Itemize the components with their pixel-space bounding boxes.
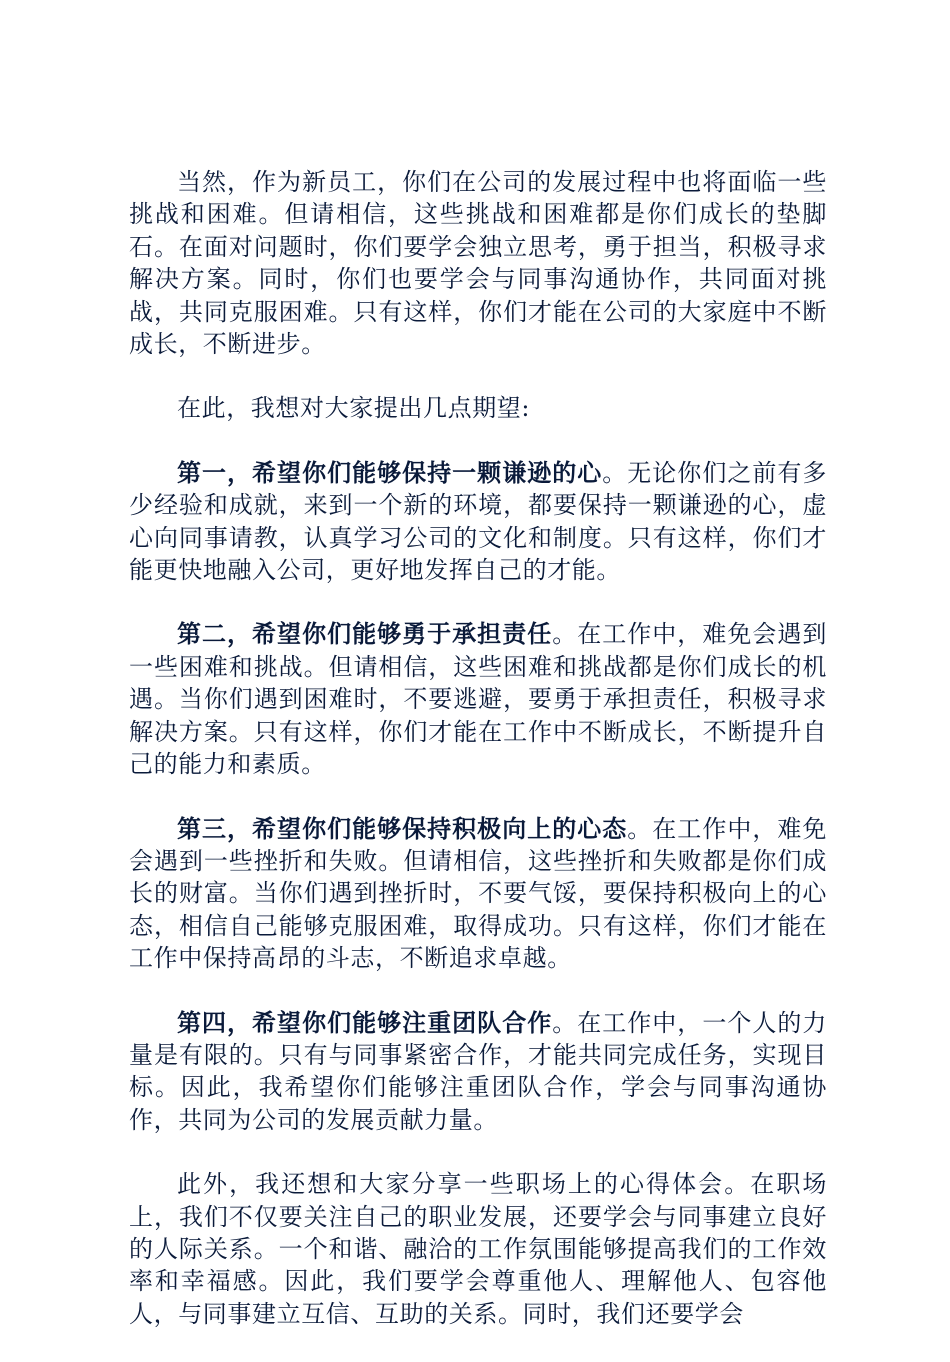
paragraph-lead: 第四，希望你们能够注重团队合作 xyxy=(177,1007,553,1037)
paragraph-text: 当然，作为新员工，你们在公司的发展过程中也将面临一些挑战和困难。但请相信，这些挑战和困难都是你们成长的垫脚石。在面对问题时，你们要学会独立思考，勇于担当，积极寻求解决方案。同时，你们也要学会与同事沟通协作，共同面对挑战，共同克服困难。只有这样，你们才能在公司的大家庭中不断成长，不断进步。 xyxy=(129,168,827,359)
paragraph-workplace-insights xyxy=(129,1168,827,1330)
paragraph-expectation-3 xyxy=(129,813,827,975)
paragraph-challenges xyxy=(129,166,827,360)
document-page xyxy=(129,166,827,1362)
paragraph-expectation-4 xyxy=(129,1007,827,1137)
paragraph-text: 在此，我想对大家提出几点期望: xyxy=(177,394,531,423)
paragraph-text: 。在工作中，难免会遇到一些困难和挑战。但请相信，这些困难和挑战都是你们成长的机遇。当你们遇到困难时，不要逃避，要勇于承担责任，积极寻求解决方案。只有这样，你们才能在工作中不断成长，不断提升自己的能力和素质。 xyxy=(129,620,827,779)
paragraph-text: 此外，我还想和大家分享一些职场上的心得体会。在职场上，我们不仅要关注自己的职业发展，还要学会与同事建立良好的人际关系。一个和谐、融洽的工作氛围能够提高我们的工作效率和幸福感。因此，我们要学会尊重他人、理解他人、包容他人，与同事建立互信、互助的关系。同时，我们还要学会 xyxy=(129,1170,827,1328)
paragraph-text: 。在工作中，难免会遇到一些挫折和失败。但请相信，这些挫折和失败都是你们成长的财富。当你们遇到挫折时，不要气馁，要保持积极向上的心态，相信自己能够克服困难，取得成功。只有这样，你们才能在工作中保持高昂的斗志，不断追求卓越。 xyxy=(129,814,827,973)
paragraph-text: 。无论你们之前有多少经验和成就，来到一个新的环境，都要保持一颗谦逊的心，虚心向同事请教，认真学习公司的文化和制度。只有这样，你们才能更快地融入公司，更好地发挥自己的才能。 xyxy=(129,458,827,585)
paragraph-lead: 第三，希望你们能够保持积极向上的心态 xyxy=(177,813,628,843)
paragraph-text: 。在工作中，一个人的力量是有限的。只有与同事紧密合作，才能共同完成任务，实现目标。因此，我希望你们能够注重团队合作，学会与同事沟通协作，共同为公司的发展贡献力量。 xyxy=(129,1008,827,1134)
paragraph-lead: 第二，希望你们能够勇于承担责任 xyxy=(177,619,553,649)
paragraph-expectation-1 xyxy=(129,457,827,587)
paragraph-expectations-intro xyxy=(129,392,827,424)
paragraph-expectation-2 xyxy=(129,618,827,780)
paragraph-lead: 第一，希望你们能够保持一颗谦逊的心 xyxy=(177,457,603,487)
